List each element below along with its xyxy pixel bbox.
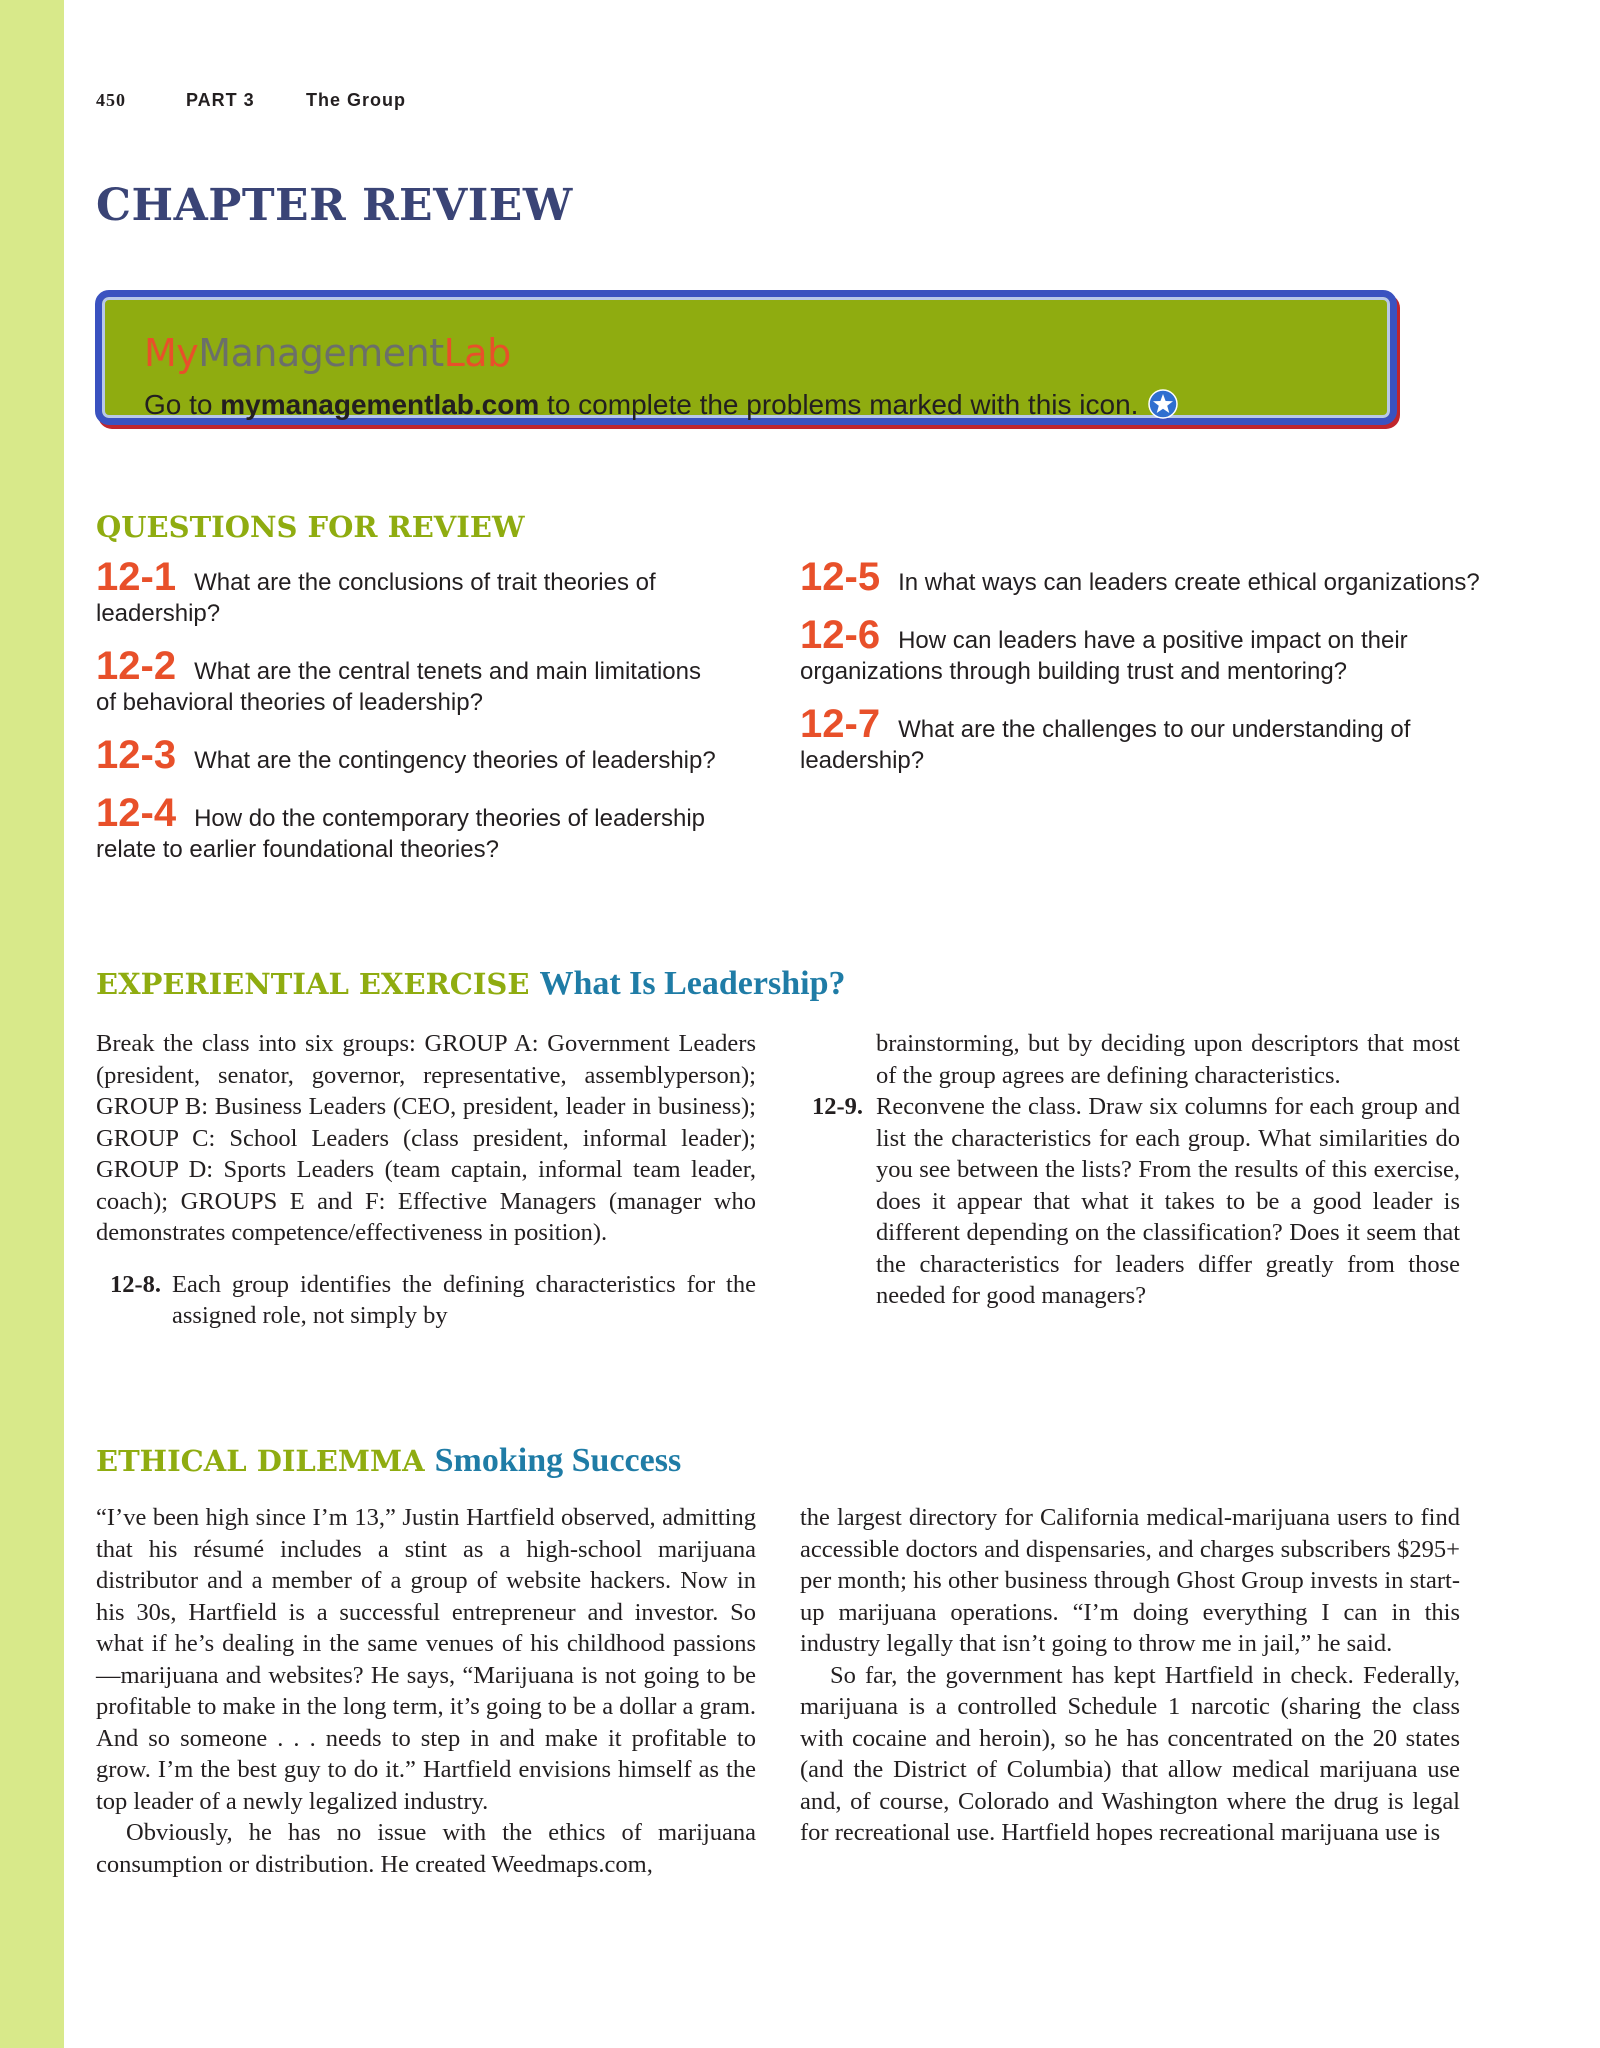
question-item: 12-6 How can leaders have a positive impact on their organizations through building trust and mentoring? <box>800 613 1408 685</box>
experiential-intro: Break the class into six groups: GROUP A: Government Leaders (president, senator, governor, representative, assemblyperson); GROUP B: Business Leaders (CEO, president, leader in business); GROUP C: School Leaders (class president, informal leader); GROUP D: Sports Leaders (team captain, informal team leader, coach); GROUPS E and F: Effective Managers (manager who demonstrates competence/effectiveness in position). <box>96 1030 756 1246</box>
ethical-paragraph: “I’ve been high since I’m 13,” Justin Hartfield observed, admitting that his résumé includes a stint as a high-school marijuana distributor and a member of a group of website hackers. Now in his 30s, Hartfield is a successful entrepreneur and investor. So what if he’s dealing in the same venues of his childhood passions—marijuana and websites? He says, “Marijuana is not going to be profitable to make in the long term, it’s going to be a dollar a gram. And so someone . . . needs to step in and make it profitable to grow. I’m the best guy to do it.” Hartfield envisions himself as the top leader of a newly legalized industry. <box>96 1504 756 1815</box>
ethical-paragraph: Obviously, he has no issue with the ethics of marijuana consumption or distribution. He created Weedmaps.com, <box>96 1819 756 1878</box>
ethical-left-column <box>96 1502 756 1880</box>
question-item: 12-5 In what ways can leaders create ethical organizations? <box>800 555 1480 599</box>
question-item: 12-2 What are the central tenets and main limitations of behavioral theories of leadership? <box>96 644 701 716</box>
experiential-exercise-heading: EXPERIENTIAL EXERCISE What Is Leadership? <box>96 965 846 1002</box>
questions-right-column <box>800 555 1480 798</box>
experiential-exercise-title: What Is Leadership? <box>539 965 846 1002</box>
question-item: 12-7 What are the challenges to our understanding of leadership? <box>800 702 1411 774</box>
star-icon <box>1148 389 1178 419</box>
questions-heading: QUESTIONS FOR REVIEW <box>96 510 525 544</box>
exercise-item-12-8-continued: brainstorming, but by deciding upon descriptors that most of the group agrees are defining characteristics. <box>876 1030 1460 1089</box>
mymanagementlab-logo: MyManagementLab <box>144 331 511 375</box>
ethical-paragraph: So far, the government has kept Hartfield in check. Federally, marijuana is a controlled Schedule 1 narcotic (sharing the class with cocaine and heroin), so he has concentrated on the 20 states (and the District of Columbia) that allow medical marijuana use and, of course, Colorado and Washington where the drug is legal for recreational use. Hartfield hopes recreational marijuana use is <box>800 1661 1460 1846</box>
chapter-heading: CHAPTER REVIEW <box>96 180 573 231</box>
running-head <box>96 90 406 111</box>
part-title: The Group <box>306 90 406 110</box>
ethical-right-column <box>800 1502 1460 1849</box>
side-color-band <box>0 0 64 2048</box>
page-number: 450 <box>96 90 126 110</box>
question-item: 12-3 What are the contingency theories of leadership? <box>96 733 716 777</box>
questions-left-column <box>96 555 716 887</box>
question-item: 12-1 What are the conclusions of trait theories of leadership? <box>96 555 656 627</box>
ethical-dilemma-heading: ETHICAL DILEMMA Smoking Success <box>96 1442 682 1479</box>
mymanagementlab-banner <box>95 290 1397 425</box>
ethical-dilemma-title: Smoking Success <box>434 1442 682 1479</box>
ethical-paragraph: the largest directory for California medical-marijuana users to find accessible doctors and dispensaries, and charges subscribers $295+ per month; his other business through Ghost Group invests in start-up marijuana operations. “I’m doing everything I can in this industry legally that isn’t going to throw me in jail,” he said. <box>800 1504 1460 1657</box>
question-item: 12-4 How do the contemporary theories of leadership relate to earlier foundational theories? <box>96 791 706 863</box>
mymanagementlab-link[interactable]: mymanagementlab.com <box>220 389 540 420</box>
exercise-item-12-8: 12-8. Each group identifies the defining characteristics for the assigned role, not simply by <box>110 1270 756 1329</box>
part-label: PART 3 <box>186 90 255 110</box>
experiential-right-column <box>800 1028 1460 1312</box>
exercise-item-12-9: 12-9. Reconvene the class. Draw six columns for each group and list the characteristics for each group. What similarities do you see between the lists? From the results of this exercise, does it appear that what it takes to be a good leader is different depending on the classification? Does it seem that the characteristics for leaders differ greatly from those needed for good managers? <box>812 1093 1460 1309</box>
experiential-left-column <box>96 1028 756 1332</box>
banner-instruction: Go to mymanagementlab.com to complete the problems marked with this icon. <box>144 389 1178 421</box>
